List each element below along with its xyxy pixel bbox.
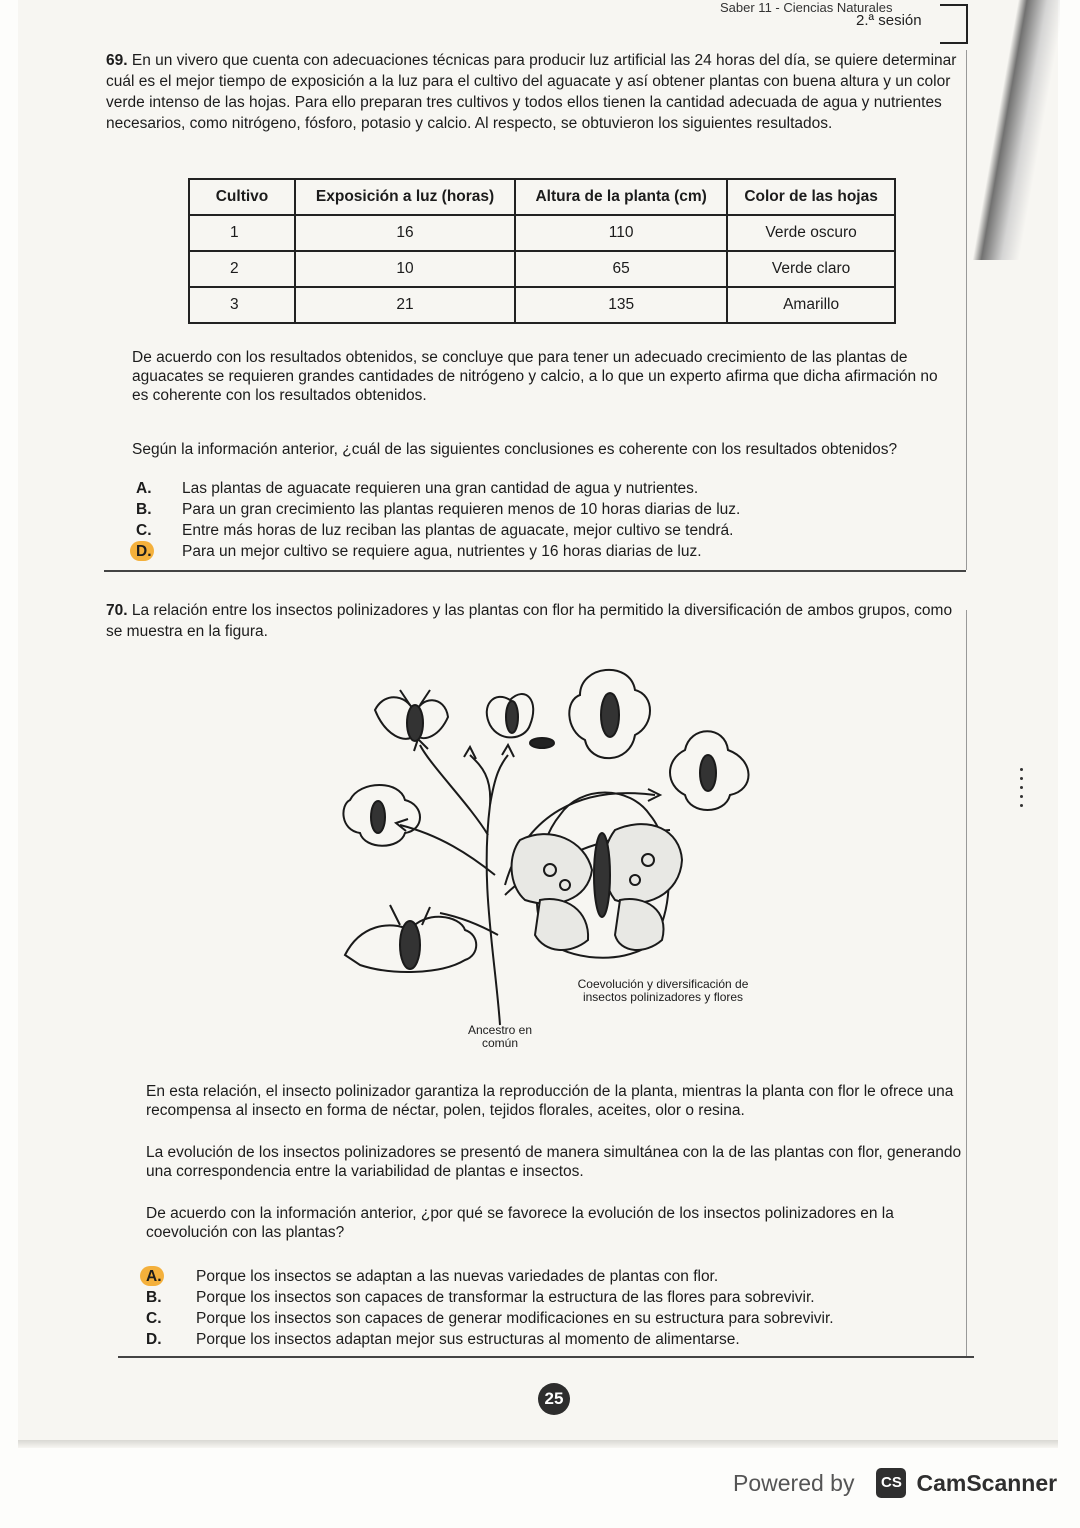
table-cell: 3 [189, 287, 295, 323]
option-c[interactable] [146, 1308, 966, 1329]
question-number: 70. [106, 602, 128, 619]
table-row [189, 287, 895, 323]
question-70-text: La relación entre los insectos polinizadores y las plantas con flor ha permitido la diversificación de ambos grupos, como se muestra en la figura. [106, 602, 953, 640]
section-divider [118, 1356, 974, 1358]
option-d[interactable] [136, 541, 956, 562]
table-cell: Amarillo [727, 287, 895, 323]
flower-insect-3 [569, 670, 650, 758]
table-row [189, 251, 895, 287]
option-letter [136, 499, 182, 520]
flower-bee [345, 905, 476, 972]
figure-caption-ancestor: Ancestro en común [467, 1023, 533, 1050]
question-69-prompt: Según la información anterior, ¿cuál de las siguientes conclusiones es coherente con los resultados obtenidos? [132, 441, 898, 458]
flower-insect-1 [375, 690, 448, 741]
option-text: Porque los insectos se adaptan a las nuevas variedades de plantas con flor. [196, 1268, 719, 1285]
option-letter-text: C. [146, 1310, 162, 1327]
table-cell: Verde claro [727, 251, 895, 287]
camscanner-brand: CamScanner [916, 1469, 1058, 1496]
table-header: Cultivo [189, 179, 295, 215]
page-number: 25 [538, 1383, 570, 1415]
flower-insect-5 [343, 785, 420, 846]
option-letter-text: C. [136, 522, 152, 539]
option-d[interactable] [146, 1329, 966, 1350]
option-letter [136, 478, 182, 499]
margin-line [966, 610, 967, 1356]
option-letter-text: A. [136, 480, 152, 497]
option-c[interactable] [136, 520, 956, 541]
arrow-head [464, 747, 476, 759]
option-letter [146, 1266, 196, 1287]
question-69-text: En un vivero que cuenta con adecuaciones técnicas para producir luz artificial las 24 horas del día, se quiere determinar cuál es el mejor tiempo de exposición a la luz para el cultivo del aguacate y así obtener plantas con buena altura y un color verde intenso de las hojas. Para ello preparan tres cultivos y todos ellos tienen la cantidad adecuada de agua y nutrientes necesarios, como nitrógeno, fósforo, potasio y calcio. Al respecto, se obtuvieron los siguientes resultados. [106, 52, 957, 132]
option-text: Porque los insectos adaptan mejor sus estructuras al momento de alimentarse. [196, 1331, 740, 1348]
option-text: Para un gran crecimiento las plantas requieren menos de 10 horas diarias de luz. [182, 501, 741, 518]
option-letter-text: A. [146, 1268, 162, 1285]
figure-caption-coevolution: Coevolución y diversificación de insectos polinizadores y flores [577, 977, 749, 1004]
option-a[interactable] [146, 1266, 966, 1287]
evolution-branch [420, 745, 488, 835]
table-cell: 65 [515, 251, 727, 287]
question-70-stem [106, 600, 966, 642]
question-70-prompt: De acuerdo con la información anterior, ¿por qué se favorece la evolución de los insectos polinizadores en la coevolución con las plantas? [146, 1205, 894, 1241]
option-letter [136, 520, 182, 541]
session-label: 2.ª sesión [856, 12, 922, 29]
exam-title: Saber 11 - Ciencias Naturales [720, 0, 893, 15]
paper-edge-shadow [18, 1440, 1058, 1448]
option-a[interactable] [136, 478, 956, 499]
option-b[interactable] [136, 499, 956, 520]
camscanner-logo-icon: CS [876, 1468, 906, 1498]
question-70-paragraph-1: En esta relación, el insecto polinizador garantiza la reproducción de la planta, mientras la planta con flor le ofrece una recompensa al insecto en forma de néctar, polen, tejidos florales, aceites, olor o resina. [146, 1083, 954, 1119]
question-number: 69. [106, 52, 128, 69]
table-cell: 1 [189, 215, 295, 251]
question-69-context: De acuerdo con los resultados obtenidos, se concluye que para tener un adecuado crecimiento de las plantas de aguacates se requieren grandes cantidades de nitrógeno y calcio, a lo que un experto afirma que dicha afirmación no es coherente con los resultados obtenidos. [132, 349, 938, 404]
option-letter-text: D. [136, 543, 152, 560]
section-divider [104, 570, 966, 572]
table-cell: Verde oscuro [727, 215, 895, 251]
option-text: Porque los insectos son capaces de generar modificaciones en su estructura para sobrevivir. [196, 1310, 834, 1327]
option-text: Para un mejor cultivo se requiere agua, nutrientes y 16 horas diarias de luz. [182, 543, 702, 560]
option-text: Porque los insectos son capaces de transformar la estructura de las flores para sobrevivir. [196, 1289, 815, 1306]
session-box [940, 4, 968, 44]
table-cell: 10 [295, 251, 515, 287]
table-header: Exposición a luz (horas) [295, 179, 515, 215]
table-cell: 21 [295, 287, 515, 323]
option-letter [146, 1287, 196, 1308]
table-cell: 16 [295, 215, 515, 251]
flower-insect-2 [487, 694, 554, 748]
butterfly-flower [512, 793, 682, 958]
results-table [188, 178, 896, 324]
option-letter [136, 541, 182, 562]
option-letter-text: B. [146, 1289, 162, 1306]
question-70-options [146, 1266, 966, 1350]
page-curl-shadow [960, 0, 1060, 260]
flower-insect-4 [670, 731, 749, 810]
option-letter [146, 1308, 196, 1329]
question-70-paragraph-2: La evolución de los insectos polinizadores se presentó de manera simultánea con la de las plantas con flor, generando una correspondencia entre la variabilidad de plantas e insectos. [146, 1144, 962, 1180]
table-cell: 110 [515, 215, 727, 251]
table-header: Altura de la planta (cm) [515, 179, 727, 215]
table-row [189, 215, 895, 251]
evolution-branch [490, 755, 508, 805]
table-header-row [189, 179, 895, 215]
camscanner-watermark [733, 1468, 1057, 1498]
evolution-branch [400, 825, 495, 875]
powered-by-text: Powered by [733, 1469, 855, 1496]
option-letter [146, 1329, 196, 1350]
table-cell: 2 [189, 251, 295, 287]
option-letter-text: D. [146, 1331, 162, 1348]
more-options-icon[interactable] [1020, 768, 1024, 813]
table-cell: 135 [515, 287, 727, 323]
evolution-branch [470, 755, 500, 1025]
option-text: Las plantas de aguacate requieren una gran cantidad de agua y nutrientes. [182, 480, 699, 497]
margin-line [966, 50, 967, 570]
option-letter-text: B. [136, 501, 152, 518]
table-header: Color de las hojas [727, 179, 895, 215]
question-69-stem [106, 50, 966, 134]
option-text: Entre más horas de luz reciban las plantas de aguacate, mejor cultivo se tendrá. [182, 522, 734, 539]
option-b[interactable] [146, 1287, 966, 1308]
question-69-options [136, 478, 956, 562]
